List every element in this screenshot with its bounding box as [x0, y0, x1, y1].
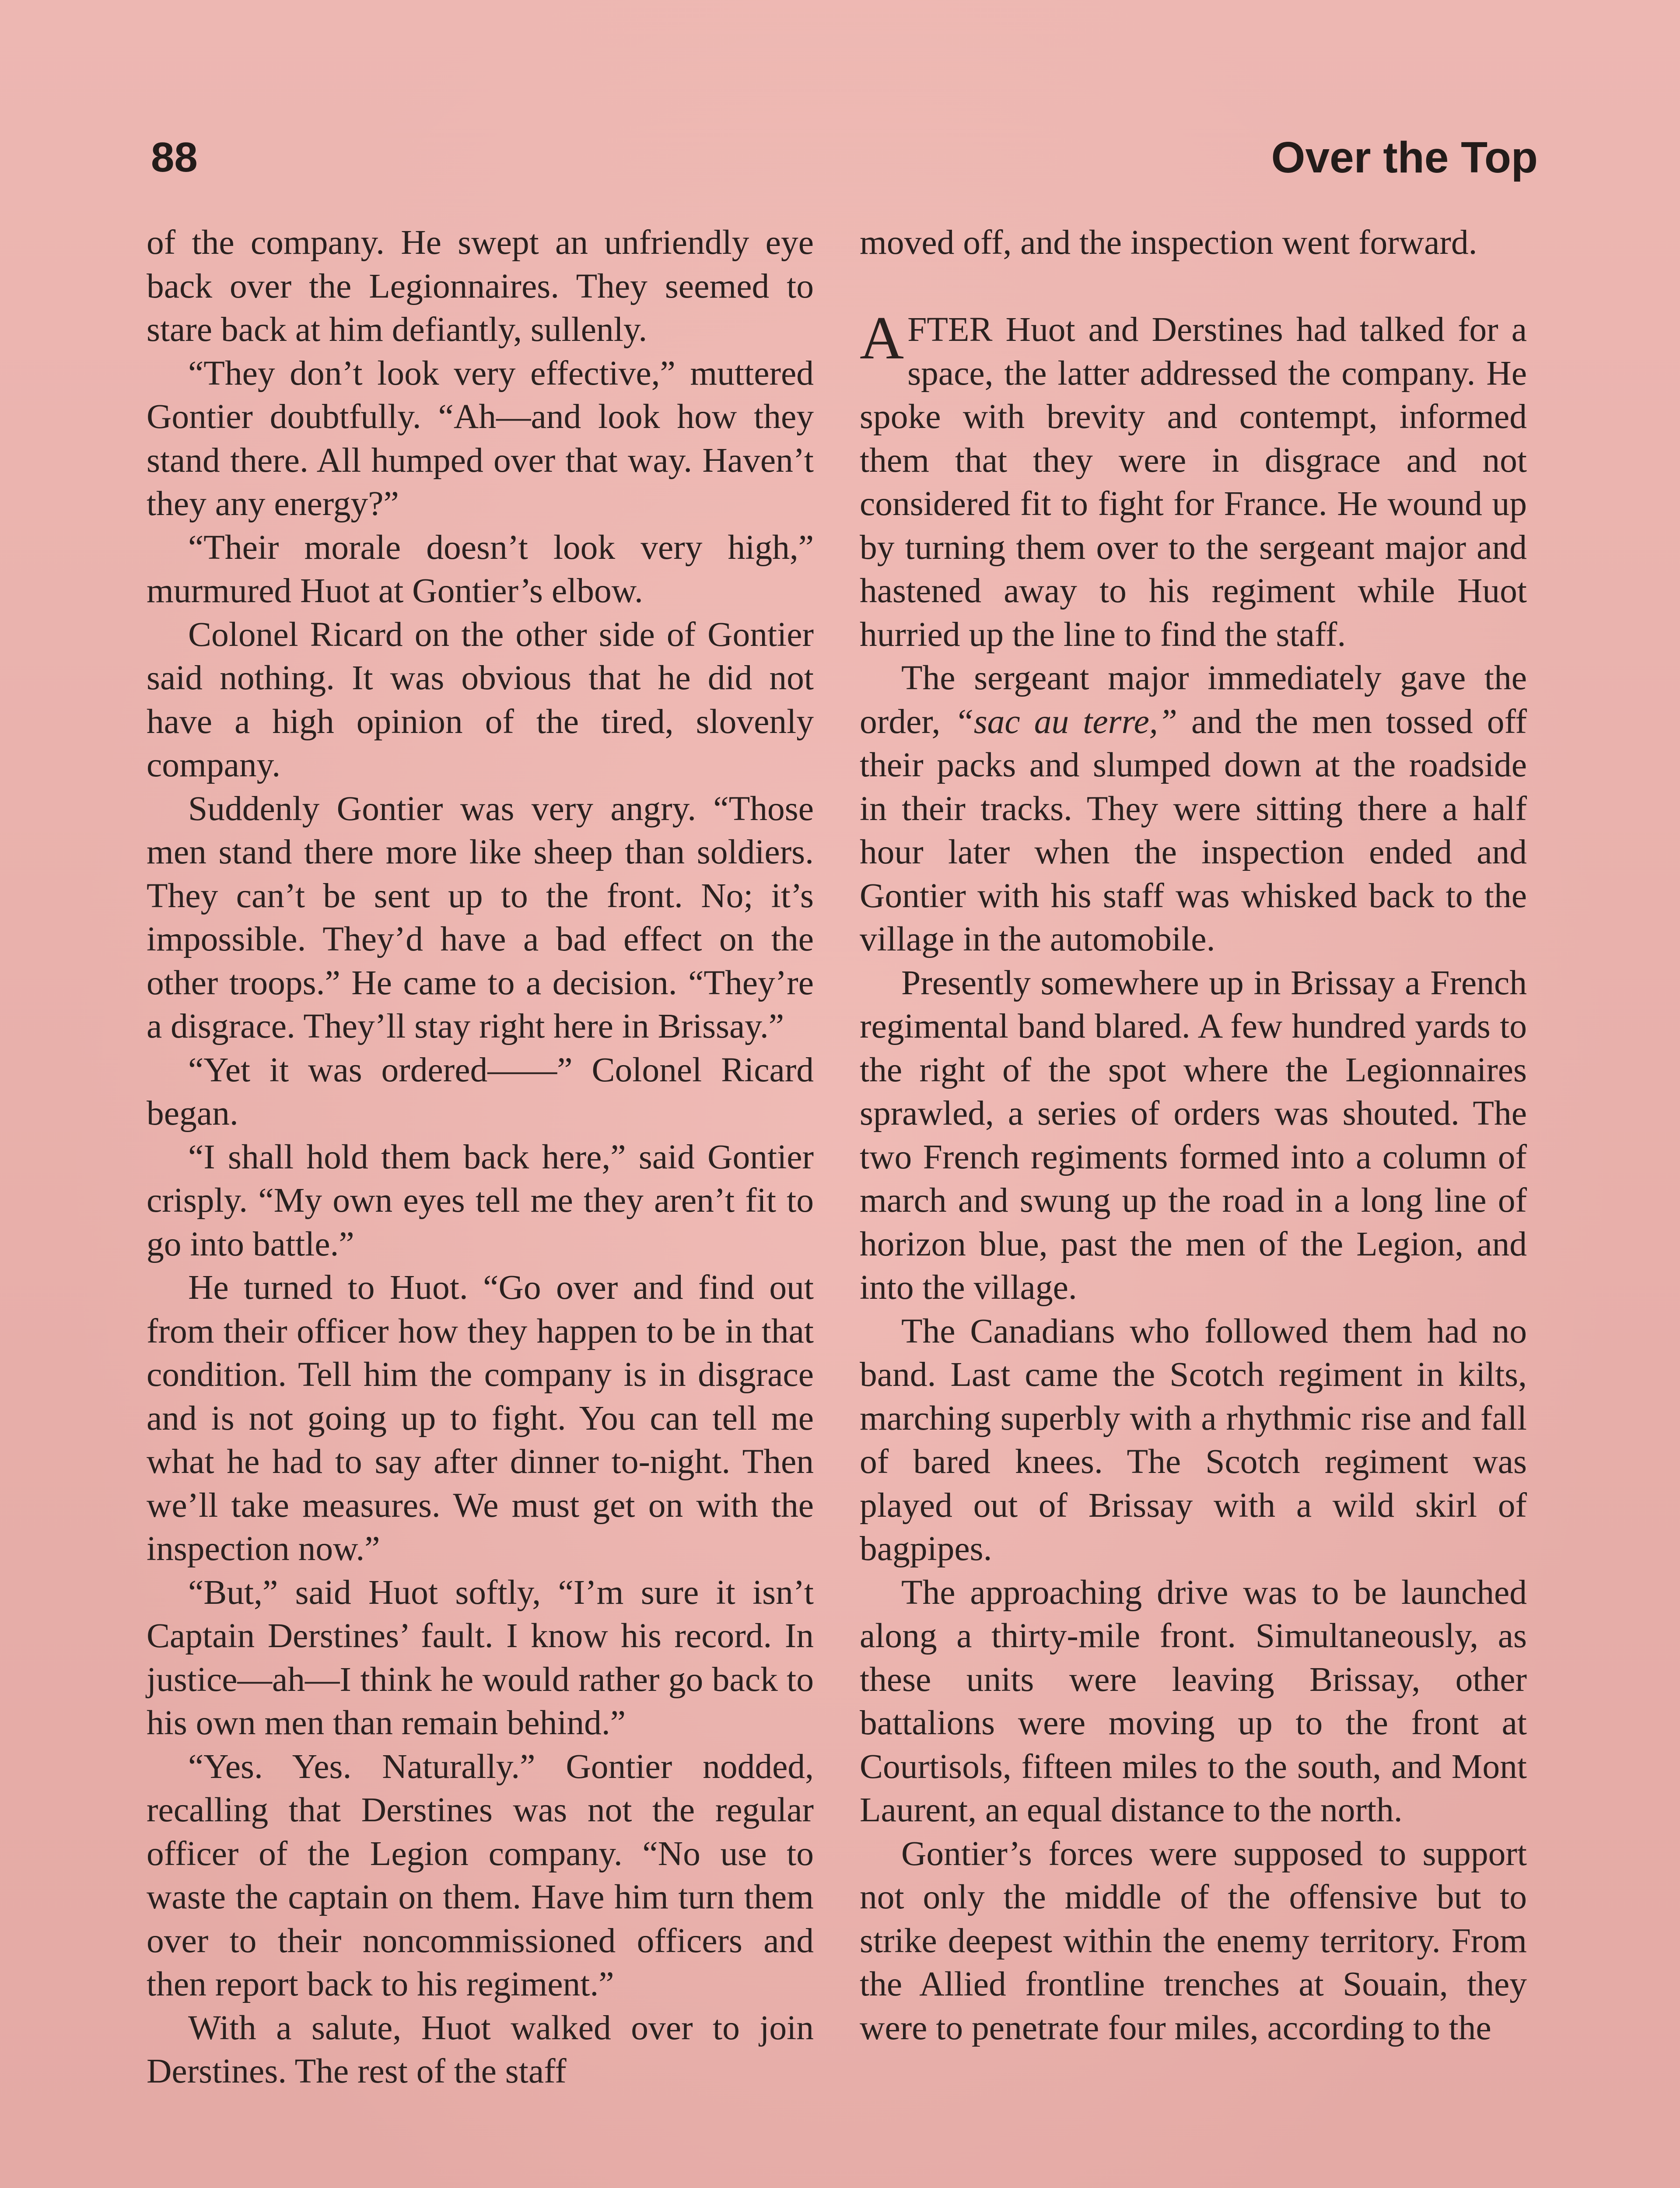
paragraph: Colonel Ricard on the other side of Gontier said nothing. It was obvious that he did not have a high opinion of the tired, slovenly company.: [147, 615, 814, 784]
paragraph: The Canadians who followed them had no band. Last came the Scotch regiment in kilts, marching superbly with a rhythmic rise and fall of bared knees. The Scotch regiment was played out of Brissay with a wild skirl of bagpipes.: [860, 1311, 1527, 1568]
right-column: [860, 221, 1527, 2050]
left-column: [147, 221, 814, 2093]
paragraph-text: and the men tossed off their packs and slumped down at the roadside in their tracks. They were sitting there a half hour later when the inspection ended and Gontier with his staff was whisked back to the village in the automobile.: [860, 702, 1527, 958]
paragraph: [860, 656, 1527, 961]
paragraph: He turned to Huot. “Go over and find out from their officer how they happen to be in that condition. Tell him the company is in disgrace and is not going up to fight. You can tell me what he had to say after dinner to-night. Then we’ll take measures. We must get on with the inspection now.”: [147, 1268, 814, 1568]
paragraph: Gontier’s forces were supposed to support not only the middle of the offensive but to strike deepest within the enemy territory. From the Allied frontline trenches at Souain, they were to penetrate four miles, according to the: [860, 1834, 1527, 2047]
page-number: 88: [151, 134, 198, 181]
paragraph: “They don’t look very effective,” muttered Gontier doubtfully. “Ah—and look how they stand there. All humped over that way. Haven’t they any energy?”: [147, 354, 814, 523]
paragraph: moved off, and the inspection went forward.: [860, 223, 1477, 262]
paragraph: The approaching drive was to be launched along a thirty-mile front. Simultaneously, as these units were leaving Brissay, other battalions were moving up to the front at Courtisols, fifteen miles to the south, and Mont Laurent, an equal distance to the north.: [860, 1573, 1527, 1829]
section-opening-paragraph: [860, 304, 1527, 656]
paragraph-text: The sergeant major immediately gave the order,: [860, 659, 1527, 741]
page-header: [151, 131, 1538, 188]
paragraph: “But,” said Huot softly, “I’m sure it isn’t Captain Derstines’ fault. I know his record. In justice—ah—I think he would rather go back to his own men than remain behind.”: [147, 1573, 814, 1742]
paragraph: of the company. He swept an unfriendly eye back over the Legionnaires. They seemed to stare back at him defiantly, sullenly.: [147, 223, 814, 349]
paragraph: “Yet it was ordered——” Colonel Ricard began.: [147, 1050, 814, 1133]
paragraph: With a salute, Huot walked over to join Derstines. The rest of the staff: [147, 2008, 814, 2090]
drop-cap: A: [860, 304, 904, 372]
paragraph: Suddenly Gontier was very angry. “Those men stand there more like sheep than soldiers. They can’t be sent up to the front. No; it’s impossible. They’d have a bad effect on the other troops.” He came to a decision. “They’re a disgrace. They’ll stay right here in Brissay.”: [147, 789, 814, 1045]
paragraph: “Yes. Yes. Naturally.” Gontier nodded, recalling that Derstines was not the regular officer of the Legion company. “No use to waste the captain on them. Have him turn them over to their noncommissioned officers and then report back to his regiment.”: [147, 1747, 814, 2003]
running-title: Over the Top: [1271, 133, 1538, 182]
italic-phrase: “sac au terre,”: [954, 702, 1177, 741]
paragraph: “Their morale doesn’t look very high,” murmured Huot at Gontier’s elbow.: [147, 528, 814, 610]
paragraph-text: FTER Huot and Derstines had talked for a space, the latter addressed the company. He spoke with brevity and contempt, informed them that they were in disgrace and not considered fit to fight for France. He wound up by turning them over to the sergeant major and hastened away to his regiment while Huot hurried up the line to find the staff.: [860, 310, 1527, 654]
paragraph: Presently somewhere up in Brissay a French regimental band blared. A few hundred yards to the right of the spot where the Legionnaires sprawled, a series of orders was shouted. The two French regiments formed into a column of march and swung up the road in a long line of horizon blue, past the men of the Legion, and into the village.: [860, 963, 1527, 1307]
paragraph: “I shall hold them back here,” said Gontier crisply. “My own eyes tell me they aren’t fit to go into battle.”: [147, 1137, 814, 1263]
